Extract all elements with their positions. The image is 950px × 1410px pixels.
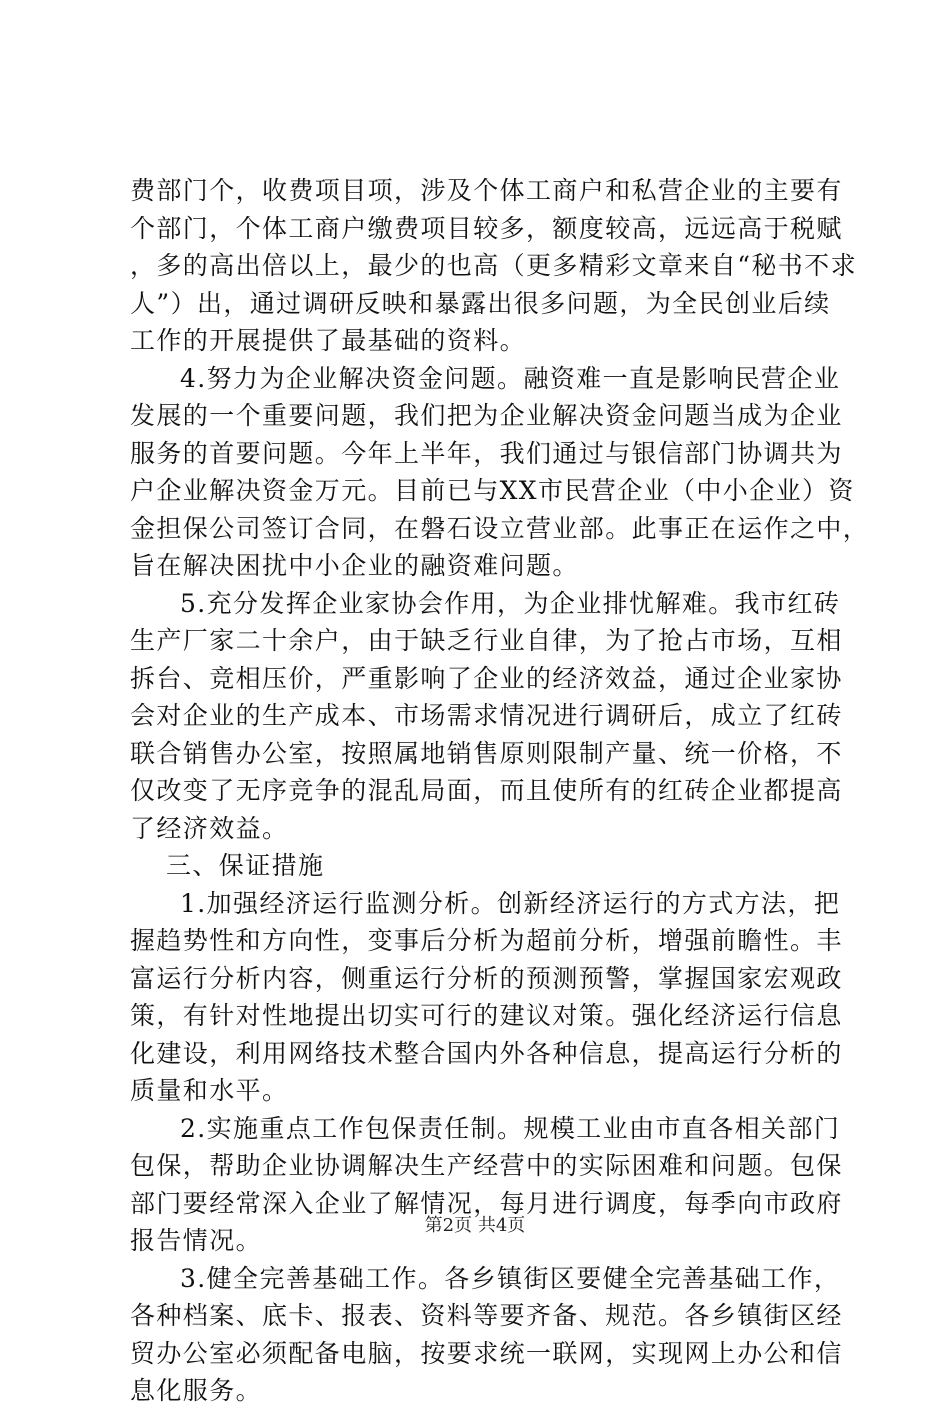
paragraph-start-line: 2.实施重点工作包保责任制。规模工业由市直各相关部门 [180,1113,841,1143]
paragraph-start-line: 4.努力为企业解决资金问题。融资难一直是影响民营企业 [180,363,841,393]
text-line: 生产厂家二十余户，由于缺乏行业自律，为了抢占市场，互相 [130,626,843,655]
text-line: 发展的一个重要问题，我们把为企业解决资金问题当成为企业 [130,401,843,430]
text-line: 质量和水平。 [130,1076,289,1105]
paragraph-start-line: 3.健全完善基础工作。各乡镇街区要健全完善基础工作， [180,1263,841,1293]
text-line: 仅改变了无序竞争的混乱局面，而且使所有的红砖企业都提高 [130,776,843,805]
text-line: 贸办公室必须配备电脑，按要求统一联网，实现网上办公和信 [130,1338,843,1368]
text-line: ，多的高出倍以上，最少的也高（更多精彩文章来自“秘书不求 [130,251,857,280]
text-line: 富运行分析内容，侧重运行分析的预测预警，掌握国家宏观政 [130,963,843,993]
text-line: 包保，帮助企业协调解决生产经营中的实际困难和问题。包保 [130,1151,843,1180]
text-line: 旨在解决困扰中小企业的融资难问题。 [130,551,579,580]
paragraph-start-line: 5.充分发挥企业家协会作用，为企业排忧解难。我市红砖 [180,588,841,618]
text-line: 联合销售办公室，按照属地销售原则限制产量、统一价格，不 [130,738,843,768]
page-number-footer: 第2页 共4页 [424,1215,526,1236]
section-heading: 三、保证措施 [166,851,325,880]
text-line: 部门要经常深入企业了解情况，每月进行调度，每季向市政府 [130,1188,843,1218]
text-line: 服务的首要问题。今年上半年，我们通过与银信部门协调共为 [130,438,843,468]
text-line: 会对企业的生产成本、市场需求情况进行调研后，成立了红砖 [130,701,843,730]
text-line: 各种档案、底卡、报表、资料等要齐备、规范。各乡镇街区经 [130,1301,843,1330]
text-line: 报告情况。 [130,1226,263,1255]
text-line: 握趋势性和方向性，变事后分析为超前分析，增强前瞻性。丰 [130,926,843,955]
text-line: 人”）出，通过调研反映和暴露出很多问题，为全民创业后续 [130,288,831,318]
text-line: 息化服务。 [130,1376,263,1405]
text-line: 个部门，个体工商户缴费项目较多，额度较高，远远高于税赋 [130,213,843,243]
text-line: 户企业解决资金万元。目前已与XX市民营企业（中小企业）资 [130,476,855,505]
text-line: 拆台、竞相压价，严重影响了企业的经济效益，通过企业家协 [130,663,843,693]
text-line: 费部门个，收费项目项，涉及个体工商户和私营企业的主要有 [130,176,843,205]
text-line: 金担保公司签订合同，在磐石设立营业部。此事正在运作之中， [130,513,870,543]
text-line: 化建设，利用网络技术整合国内外各种信息，提高运行分析的 [130,1038,843,1068]
text-line: 了经济效益。 [130,813,289,843]
text-line: 策，有针对性地提出切实可行的建议对策。强化经济运行信息 [130,1001,843,1030]
text-line: 工作的开展提供了最基础的资料。 [130,326,527,355]
paragraph-start-line: 1.加强经济运行监测分析。创新经济运行的方式方法，把 [180,888,841,918]
